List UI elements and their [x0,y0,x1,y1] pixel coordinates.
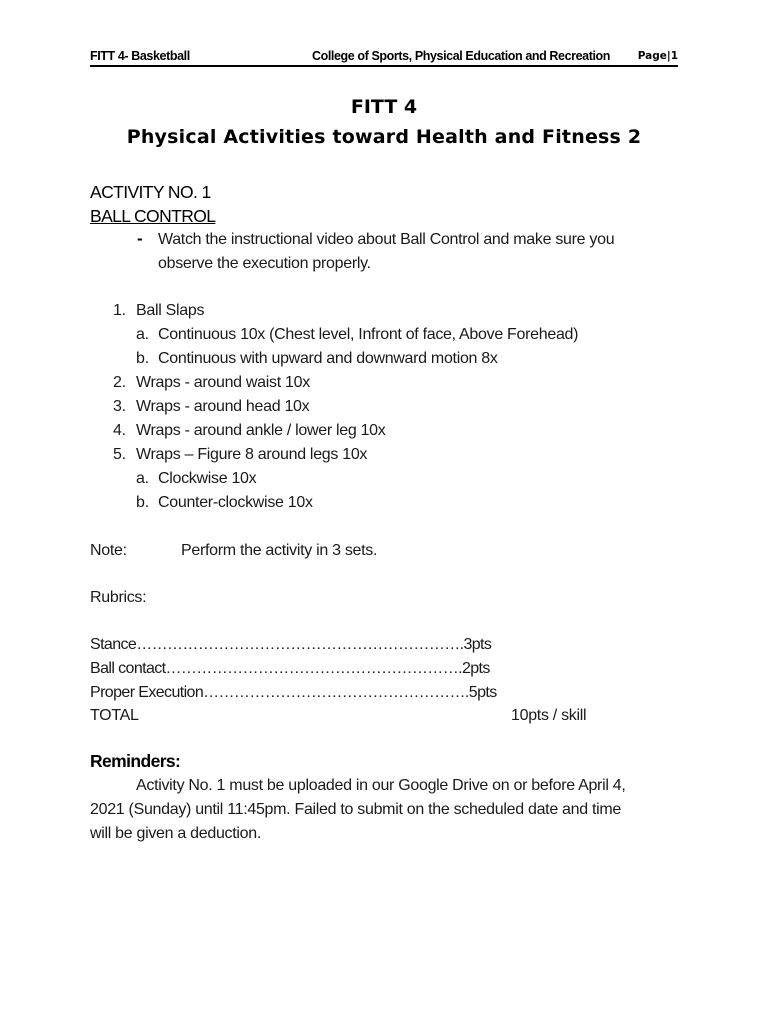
instruction-line-2: observe the execution properly. [158,255,371,272]
skill-number: 5. [113,446,126,463]
subskill-text: Clockwise 10x [158,470,257,487]
skill-text: Wraps - around head 10x [136,398,310,415]
subskill-text: Continuous with upward and downward motion 8x [158,350,498,367]
document-subtitle: Physical Activities toward Health and Fitness 2 [126,126,642,148]
header-college: College of Sports, Physical Education and Recreation [312,49,611,63]
header-page-number: Page|1 [637,50,678,62]
instruction-line-1: Watch the instructional video about Ball Control and make sure you [158,231,615,248]
skill-text: Wraps - around waist 10x [136,374,310,391]
subskill-letter: a. [136,326,149,343]
activity-name: BALL CONTROL [90,206,216,226]
skill-number: 3. [113,398,126,415]
subskill-letter: b. [136,494,149,511]
subskill-letter: a. [136,470,149,487]
note-text: Perform the activity in 3 sets. [181,542,378,559]
subskill-letter: b. [136,350,149,367]
reminder-line-2: 2021 (Sunday) until 11:45pm. Failed to submit on the scheduled date and time [90,801,622,818]
activity-number: ACTIVITY NO. 1 [90,182,211,202]
rubric-row-ball-contact: Ball contact………………………………………………….2pts [90,660,490,677]
skill-text: Wraps – Figure 8 around legs 10x [136,446,368,463]
skill-text: Ball Slaps [136,302,205,319]
note-label: Note: [90,542,127,559]
subskill-text: Continuous 10x (Chest level, Infront of face, Above Forehead) [158,326,579,343]
reminder-line-3: will be given a deduction. [90,825,261,842]
rubric-total-label: TOTAL [90,707,139,724]
reminder-line-1: Activity No. 1 must be uploaded in our Google Drive on or before April 4, [136,777,626,794]
skill-number: 2. [113,374,126,391]
header-course: FITT 4- Basketball [90,49,190,63]
skill-text: Wraps - around ankle / lower leg 10x [136,422,386,439]
rubric-row-stance: Stance……………………………………………………….3pts [90,636,492,653]
rubric-total-value: 10pts / skill [511,707,587,724]
rubric-row-proper-execution: Proper Execution…………………………………………….5pts [90,684,497,701]
subskill-text: Counter-clockwise 10x [158,494,313,511]
skill-number: 1. [113,302,126,319]
rubrics-label: Rubrics: [90,589,147,606]
document-title: FITT 4 [350,96,418,118]
instruction-bullet: - [137,229,143,248]
skill-number: 4. [113,422,126,439]
page-header [90,47,678,67]
reminders-title: Reminders: [90,751,181,771]
